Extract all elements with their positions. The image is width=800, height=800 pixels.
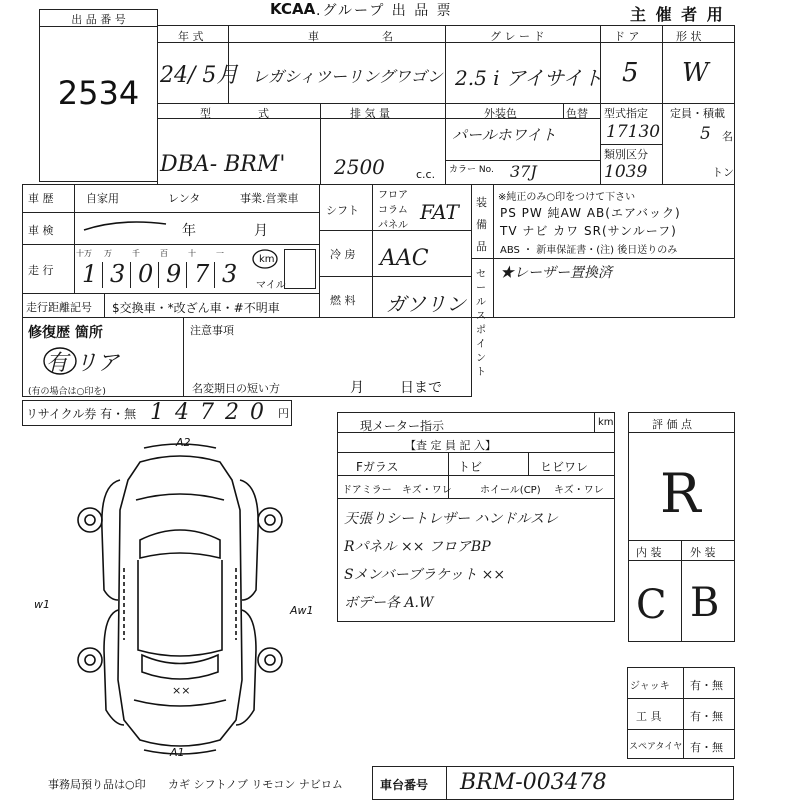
diagram-rear-note: ×× (172, 684, 191, 697)
shift-value: FAT (420, 200, 459, 224)
inspector-note-3: ボデー各 A.W (344, 595, 434, 611)
equipment-line-1: PS PW 純AW AB(エアバック) (500, 206, 681, 220)
inspector-note-2: Sメンバーブラケット ×× (344, 567, 506, 583)
mileage-unit-0: 十万 (76, 249, 92, 258)
exterior-label: 外 装 (690, 546, 716, 559)
score-value: R (660, 462, 701, 525)
mileage-unit-5: 一 (216, 249, 224, 258)
mileage-digit-0: 1 (82, 260, 98, 288)
wheel-label: ホイール(CP) (480, 485, 541, 496)
displacement-heading: 排 気 量 (350, 107, 390, 120)
logo: KCAA (270, 0, 316, 18)
mileage-digit-2: 0 (138, 260, 154, 288)
repair-circle (40, 344, 80, 378)
exterior-color-heading: 外装色 (484, 107, 517, 120)
inspector-title: 【査 定 員 記 入】 (405, 439, 496, 452)
color-code-value: 37J (510, 162, 537, 181)
spare-option: 有・無 (690, 741, 723, 754)
recycle-digit-3: 2 (225, 400, 239, 425)
inspection-strike (80, 210, 170, 240)
equipment-line-3: ABS ・ 新車保証書・(注) 後日送りのみ (500, 245, 678, 256)
mileage-digit-4: 7 (194, 260, 210, 288)
model-value: DBA- BRM' (160, 152, 286, 177)
tools-label: 工 具 (636, 710, 662, 723)
recycle-digit-4: 0 (250, 400, 264, 425)
exterior-color-value: パールホワイト (452, 126, 557, 144)
mileage-digit-3: 9 (166, 260, 182, 288)
jack-label: ジャッキ (630, 681, 670, 692)
own-use-option: 自家用 (86, 192, 119, 205)
meter-label: 現メーター指示 (360, 419, 445, 433)
doors-heading: ド ア (614, 30, 640, 43)
interior-label: 内 装 (636, 546, 662, 559)
organizer-label: 主 催 者 用 (630, 5, 725, 24)
recycle-digit-0: 1 (150, 400, 164, 425)
mileage-digit-1: 3 (110, 260, 126, 288)
mirror-label: ドアミラー (342, 485, 392, 496)
repair-label: 修復歴 箇所 (28, 325, 103, 341)
recycle-digit-2: 7 (200, 400, 214, 425)
rental-option: レンタ (168, 192, 201, 205)
car-diagram (60, 440, 300, 760)
caution-label: 注意事項 (190, 324, 234, 337)
chassis-label: 車台番号 (380, 778, 429, 792)
mileage-unit-3: 百 (160, 249, 168, 258)
inspector-note-1: Rパネル ×× フロアBP (344, 539, 491, 555)
doors-value: 5 (622, 58, 639, 88)
score-label: 評 価 点 (652, 418, 692, 431)
distance-code-label: 走行距離記号 (26, 301, 92, 314)
recycle-digit-1: 4 (175, 400, 189, 425)
inspector-note-0: 天張りシートレザー ハンドルスレ (344, 511, 559, 527)
mile-unit: マイル (256, 280, 286, 291)
deadline-day: 日まで (400, 380, 442, 396)
lot-label: 出 品 番 号 (71, 13, 126, 26)
shift-opt-panel: パネル (378, 220, 408, 231)
form-title: .グループ 出 品 票 (316, 3, 453, 19)
ac-label: 冷 房 (330, 248, 356, 261)
mile-box (284, 249, 316, 289)
diagram-left-note: w1 (34, 598, 50, 611)
cc-unit: c.c. (416, 168, 436, 181)
wheel-option: キズ・ワレ (554, 485, 604, 496)
spare-label: スペアタイヤ (629, 742, 683, 752)
inspection-label: 車 検 (28, 224, 54, 237)
capacity-heading: 定員・積載 (670, 107, 725, 120)
shape-value: W (682, 58, 709, 88)
mileage-digit-5: 3 (222, 260, 238, 288)
recycle-unit: 円 (278, 407, 289, 420)
tools-option: 有・無 (690, 710, 723, 723)
ac-value: AAC (380, 246, 429, 271)
color-code-label: カラー No. (449, 165, 494, 175)
deadline-month: 月 (350, 380, 364, 396)
exterior-score: B (690, 580, 720, 626)
ton-unit: トン (712, 166, 734, 179)
inspection-month: 月 (254, 223, 268, 239)
style-heading: 式 (258, 107, 269, 120)
deadline-label: 名変期日の短い方 (192, 382, 280, 395)
car-name-value: レガシィツーリングワゴン (252, 67, 443, 86)
shift-opt-floor: フロア (378, 190, 408, 201)
fglass-label: Fガラス (356, 460, 399, 474)
diagram-right-note: Aw1 (290, 604, 314, 617)
sales-point-label: セールスポイント (476, 269, 486, 378)
capacity-value: 5 (700, 124, 711, 144)
sales-point-value: ★レーザー置換済 (500, 265, 612, 281)
fuel-value: ガソリン (386, 292, 466, 316)
equipment-label: 装 備 品 (476, 196, 487, 253)
glass-crack-option: ヒビワレ (540, 460, 589, 474)
mirror-option: キズ・ワレ (402, 485, 452, 496)
car-heading: 車 (308, 30, 319, 43)
distance-code-note: $交換車・*改ざん車・#不明車 (112, 301, 280, 315)
equipment-line-2: TV ナビ カワ SR(サンルーフ) (500, 224, 677, 238)
history-label: 車 歴 (28, 192, 54, 205)
fuel-label: 燃 料 (330, 294, 356, 307)
diagram-bottom-note: A1 (170, 746, 185, 759)
office-note: 事務局預り品は○印 (48, 778, 146, 791)
inspection-year: 年 (182, 223, 196, 239)
mileage-label: 走 行 (28, 264, 54, 277)
km-circle (250, 248, 280, 270)
displacement-value: 2500 (334, 155, 385, 179)
grade-heading: グ レ ー ド (490, 30, 545, 43)
name-heading: 名 (382, 30, 393, 43)
model-designation-heading: 型式指定 (604, 107, 648, 120)
interior-score: C (636, 582, 667, 628)
jack-option: 有・無 (690, 679, 723, 692)
mileage-unit-2: 千 (132, 249, 140, 258)
model-designation-value: 17130 (606, 122, 661, 142)
glass-chip-option: トビ (458, 460, 483, 474)
shift-opt-column: コラム (378, 205, 408, 216)
recycle-label: リサイクル券 有・無 (26, 407, 137, 421)
mileage-unit-4: 十 (188, 249, 196, 258)
year-heading: 年 式 (178, 30, 204, 43)
diagram-top-note: A2 (176, 436, 191, 449)
equipment-note: ※純正のみ○印をつけて下さい (498, 192, 636, 203)
meter-unit: km (598, 417, 614, 428)
shift-label: シフト (326, 204, 359, 217)
business-option: 事業.営業車 (240, 192, 299, 205)
category-heading: 類別区分 (604, 148, 648, 161)
repair-note: (有の場合は○印を) (28, 387, 106, 397)
grade-value: 2.5 i アイサイト (455, 66, 603, 90)
office-items: カギ シフトノブ リモコン ナビロム (168, 778, 343, 791)
lot-number: 2534 (57, 74, 140, 112)
capacity-unit: 名 (722, 130, 733, 143)
color-change-heading: 色替 (566, 107, 588, 120)
mileage-unit-1: 万 (104, 249, 112, 258)
category-value: 1039 (604, 162, 648, 182)
km-unit: km (259, 254, 275, 265)
model-heading: 型 (200, 107, 211, 120)
year-value: 24/ 5月 (160, 63, 239, 88)
repair-value: 有 リア (46, 351, 119, 376)
shape-heading: 形 状 (676, 30, 702, 43)
chassis-value: BRM-003478 (460, 770, 607, 795)
